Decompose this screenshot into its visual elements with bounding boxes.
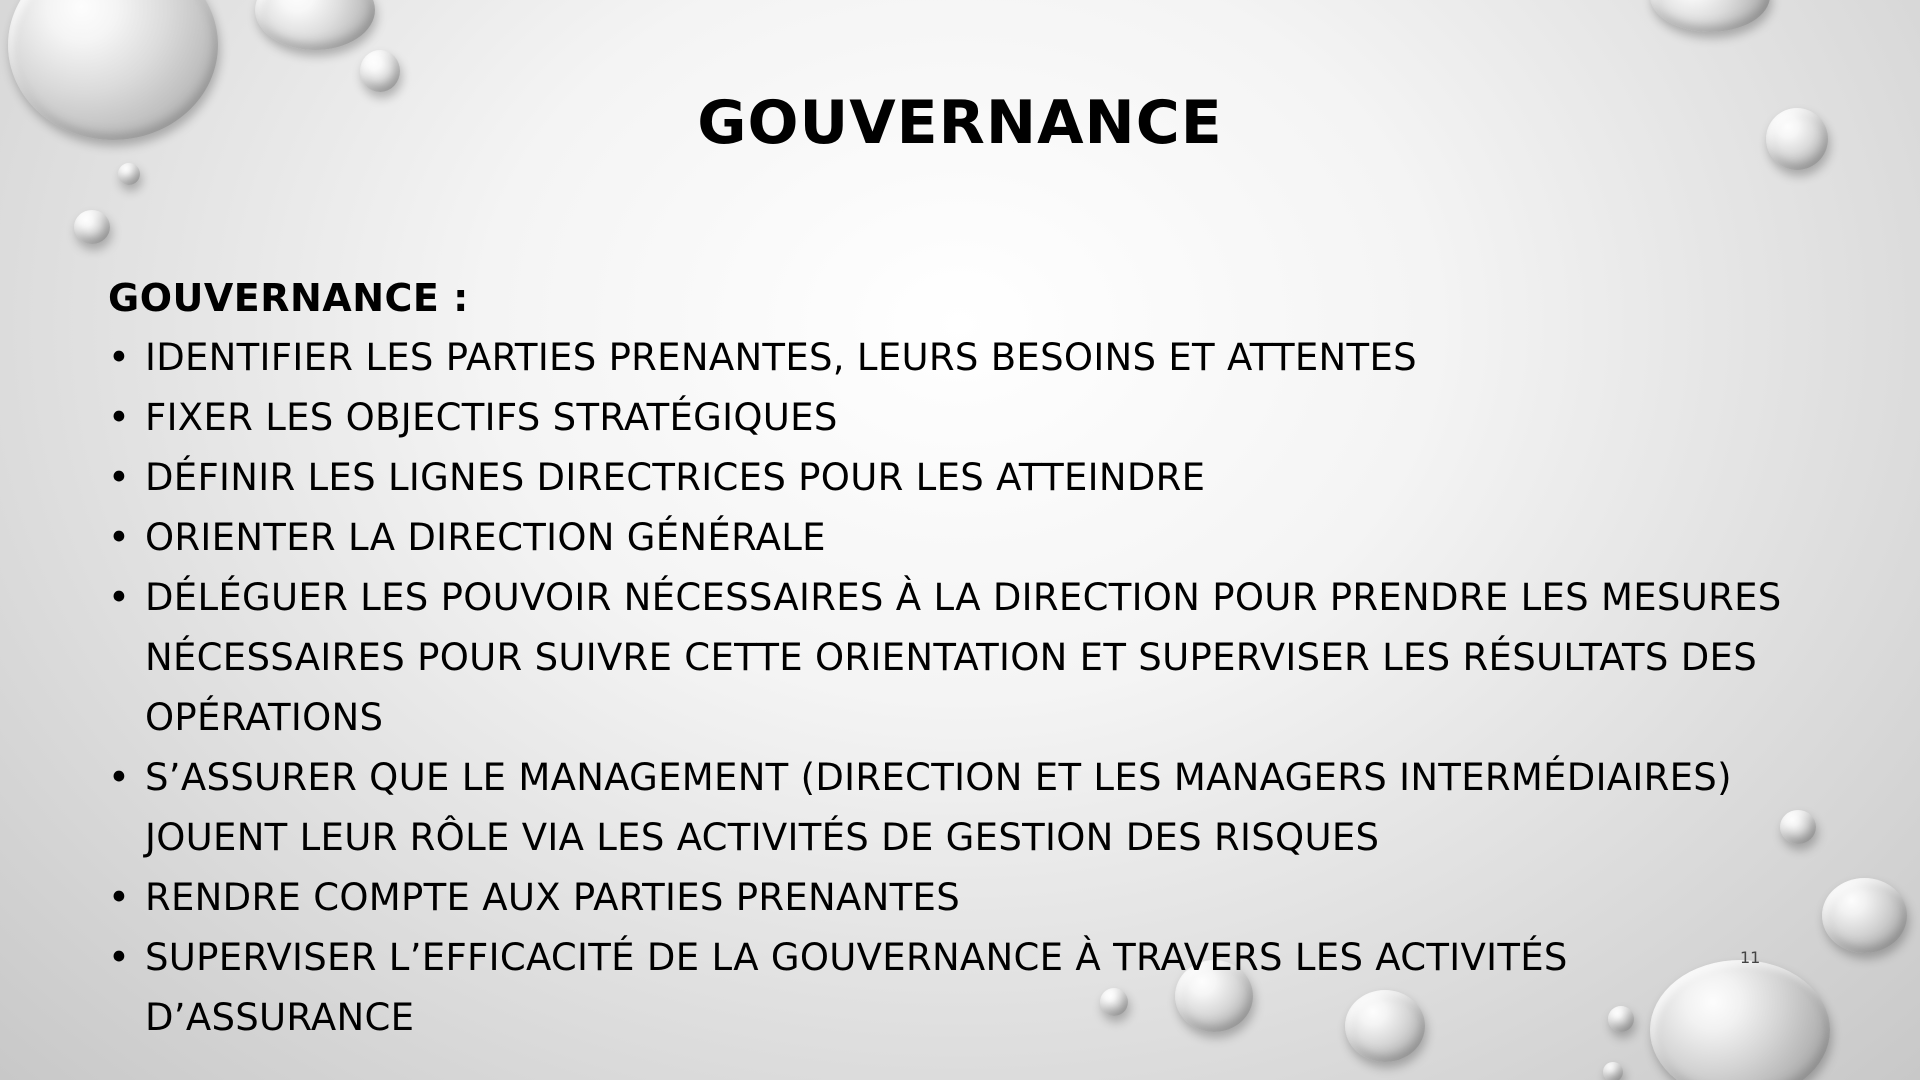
bullet-text: IDENTIFIER LES PARTIES PRENANTES, LEURS BESOINS ET ATTENTES bbox=[145, 336, 1417, 379]
bullet-text: RENDRE COMPTE AUX PARTIES PRENANTES bbox=[145, 876, 960, 919]
bullet-item bbox=[108, 508, 1868, 568]
page-number: 11 bbox=[1740, 948, 1761, 967]
bullet-icon: • bbox=[108, 456, 131, 499]
bullet-text: ORIENTER LA DIRECTION GÉNÉRALE bbox=[145, 516, 826, 559]
bullet-text: FIXER LES OBJECTIFS STRATÉGIQUES bbox=[145, 396, 838, 439]
water-drop-decoration bbox=[74, 210, 110, 244]
bullet-icon: • bbox=[108, 516, 131, 559]
bullet-text: S’ASSURER QUE LE MANAGEMENT (DIRECTION ET LES MANAGERS INTERMÉDIAIRES) JOUENT LEUR RÔLE VIA LES ACTIVITÉS DE GESTION DES RISQUES bbox=[145, 756, 1732, 859]
bullet-icon: • bbox=[108, 336, 131, 379]
water-drop-decoration bbox=[1650, 0, 1770, 32]
bullet-text: DÉFINIR LES LIGNES DIRECTRICES POUR LES ATTEINDRE bbox=[145, 456, 1206, 499]
section-heading: GOUVERNANCE : bbox=[108, 276, 469, 320]
bullet-icon: • bbox=[108, 936, 131, 979]
bullet-item bbox=[108, 868, 1868, 928]
water-drop-decoration bbox=[118, 163, 140, 185]
bullet-icon: • bbox=[108, 576, 131, 619]
bullet-icon: • bbox=[108, 876, 131, 919]
slide-content bbox=[108, 272, 1868, 1048]
bullet-item bbox=[108, 568, 1868, 748]
bullet-item bbox=[108, 928, 1745, 1048]
bullet-text: SUPERVISER L’EFFICACITÉ DE LA GOUVERNANCE À TRAVERS LES ACTIVITÉS D’ASSURANCE bbox=[145, 936, 1568, 1039]
bullet-item bbox=[108, 328, 1868, 388]
bullet-icon: • bbox=[108, 396, 131, 439]
bullet-item bbox=[108, 748, 1868, 868]
water-drop-decoration bbox=[360, 50, 400, 92]
water-drop-decoration bbox=[255, 0, 375, 50]
bullet-item bbox=[108, 448, 1868, 508]
water-drop-decoration bbox=[1603, 1062, 1623, 1080]
bullet-list bbox=[108, 328, 1868, 1048]
slide-title: GOUVERNANCE bbox=[697, 88, 1223, 158]
bullet-icon: • bbox=[108, 756, 131, 799]
bullet-item bbox=[108, 388, 1868, 448]
bullet-text: DÉLÉGUER LES POUVOIR NÉCESSAIRES À LA DIRECTION POUR PRENDRE LES MESURES NÉCESSAIRES POUR SUIVRE CETTE ORIENTATION ET SUPERVISER LES RÉSULTATS DES OPÉRATIONS bbox=[145, 576, 1782, 739]
